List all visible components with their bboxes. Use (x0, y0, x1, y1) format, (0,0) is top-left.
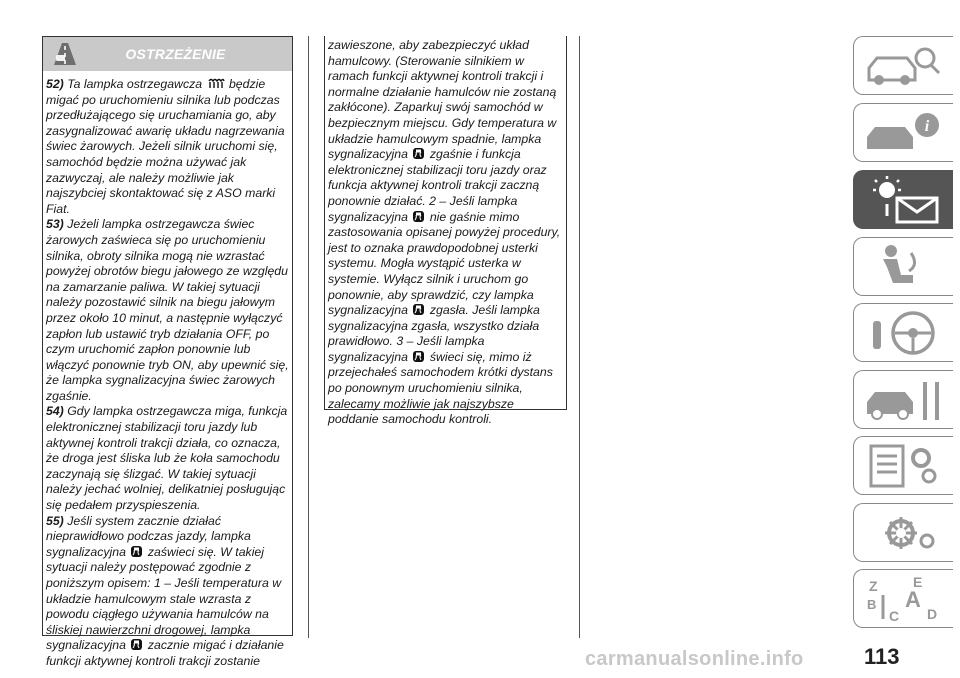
svg-text:A: A (904, 586, 921, 612)
stability-control-icon (412, 303, 425, 316)
svg-text:B: B (866, 596, 876, 612)
warning-header (43, 37, 292, 71)
steering-wheel-key-icon (861, 307, 947, 359)
note-text: zaświeci się. W takiej sytuacji należy postępować zgodnie z poniższym opisem: 1 – Jeśli temperatura w układzie hamulcowym stale wzrasta z powodu ciągłego używania hamulców na śliskiej nawierzchni drogowej, lampka sygnalizacyjna (46, 544, 282, 653)
continued-body (325, 36, 566, 428)
stability-control-icon (130, 638, 143, 651)
car-tools-icon (861, 374, 947, 426)
car-info-icon (861, 107, 947, 159)
tab-airbag[interactable] (853, 237, 953, 296)
note-54 (46, 404, 289, 513)
note-number: 55) (46, 513, 64, 528)
car-search-icon (861, 40, 947, 92)
note-55 (46, 514, 289, 670)
note-text: Jeżeli lampka ostrzegawcza świec żarowych zaświeca się po uruchomieniu silnika, obroty silnika mogą nie wzrastać powyżej obrotów biegu jałowego ze względu na zamarzanie paliwa. W takiej sytuacji należy pozostawić silnik na biegu jałowym przez około 10 minut, a następnie wyłączyć zapłon lub ustawić tryb działania OFF, po czym uruchomić zapłon ponownie lub włączyć ponownie tryb ON, aby upewnić się, że lampka sygnalizacyjna świec żarowych zgaśnie. (46, 217, 289, 403)
stability-control-icon (412, 210, 425, 223)
stability-control-icon (130, 545, 143, 558)
svg-text:C: C (888, 607, 899, 624)
column-divider (308, 36, 309, 638)
note-text: Jeśli system zacznie działać nieprawidłowo podczas jazdy, lampka sygnalizacyjna (46, 513, 251, 559)
alphabet-index-icon (861, 573, 947, 625)
tab-index[interactable] (853, 569, 953, 628)
page-number: 113 (864, 644, 900, 669)
tab-maintenance[interactable] (853, 436, 953, 495)
note-text: będzie migać po uruchomieniu silnika lub podczas przedłużającego się uruchamiania go, aby zasygnalizować awarię układu nagrzewania świec żarowych. Jeżeli silnik uruchomi się, samochód będzie można używać jak zazwyczaj, ale należy możliwie jak najszybciej skontaktować się z ASO marki Fiat. (46, 77, 285, 216)
stability-control-icon (412, 147, 425, 160)
note-number: 52) (46, 77, 64, 91)
warning-box (42, 36, 293, 668)
svg-text:i: i (924, 117, 929, 135)
note-text: nie gaśnie mimo zastosowania opisanej powyżej procedury, jest to oznaka prawdopodobnej usterki systemu. Mogła wystąpić usterka w systemie. Wyłącz silnik i uruchom go ponownie, aby sprawdzić, czy lampka sygnalizacyjna (328, 209, 561, 318)
warning-box-continued (324, 36, 567, 427)
warning-light-message-icon (861, 174, 947, 226)
tab-safety[interactable] (853, 103, 953, 162)
note-53 (46, 217, 289, 404)
column-divider (579, 36, 580, 638)
note-text: zgasła. Jeśli lampka sygnalizacyjna zgasła, wszystko działa prawidłowo. 3 – Jeśli lampka sygnalizacyjna (328, 303, 540, 364)
warning-body (43, 71, 292, 670)
note-text: zawieszone, aby zabezpieczyć układ hamulcowy. (Sterowanie silnikiem w ramach funkcji aktywnej kontroli trakcji i normalne działanie hamulców nie zostaną zakłócone). Zaparkuj swój samochód w bezpiecznym miejscu. Gdy temperatura w układzie hamulcowym spadnie, lampka sygnalizacyjna (328, 38, 557, 162)
note-number: 54) (46, 404, 64, 419)
tab-emergency[interactable] (853, 370, 953, 429)
watermark[interactable]: carmanualsonline.info (585, 648, 804, 670)
note-text: zgaśnie i funkcja elektronicznej stabilizacji toru jazdy oraz funkcja aktywnej kontroli trakcji zaczną ponownie działać. 2 – Jeśli lampka sygnalizacyjna (328, 147, 547, 224)
continued-text (328, 38, 563, 428)
svg-text:E: E (912, 573, 922, 590)
road-warning-icon (51, 41, 79, 67)
note-text: świeci się, mimo iż przejechałeś samochodem krótki dystans po ponownym uruchomieniu silnika, zalecamy możliwie jak najszybsze poddanie samochodu kontroli. (328, 349, 553, 427)
note-text: Gdy lampka ostrzegawcza miga, funkcja elektronicznej stabilizacji toru jazdy lub aktywnej kontroli trakcji działa, co oznacza, że droga jest śliska lub że koła samochodu zaczynają się ślizgać. W takiej sytuacji należy jechać wolniej, delikatniej posługując się pedałem przyspieszenia. (46, 404, 288, 513)
note-text: Ta lampka ostrzegawcza (67, 77, 203, 91)
svg-text:D: D (926, 605, 937, 622)
tab-technical-data[interactable] (853, 503, 953, 562)
checklist-gear-icon (861, 440, 947, 492)
airbag-seat-icon (861, 241, 947, 293)
tab-warning-lights[interactable] (853, 170, 953, 229)
glow-plug-icon (207, 77, 225, 90)
tab-starting-driving[interactable] (853, 303, 953, 362)
note-text: zacznie migać i działanie funkcji aktywnej kontroli trakcji zostanie (46, 638, 284, 668)
svg-text:Z: Z (868, 577, 878, 594)
stability-control-icon (412, 350, 425, 363)
gear-wrench-icon (861, 507, 947, 559)
note-number: 53) (46, 217, 64, 232)
warning-title: OSTRZEŻENIE (125, 46, 226, 62)
note-52 (46, 77, 289, 217)
tab-dashboard[interactable] (853, 36, 953, 95)
